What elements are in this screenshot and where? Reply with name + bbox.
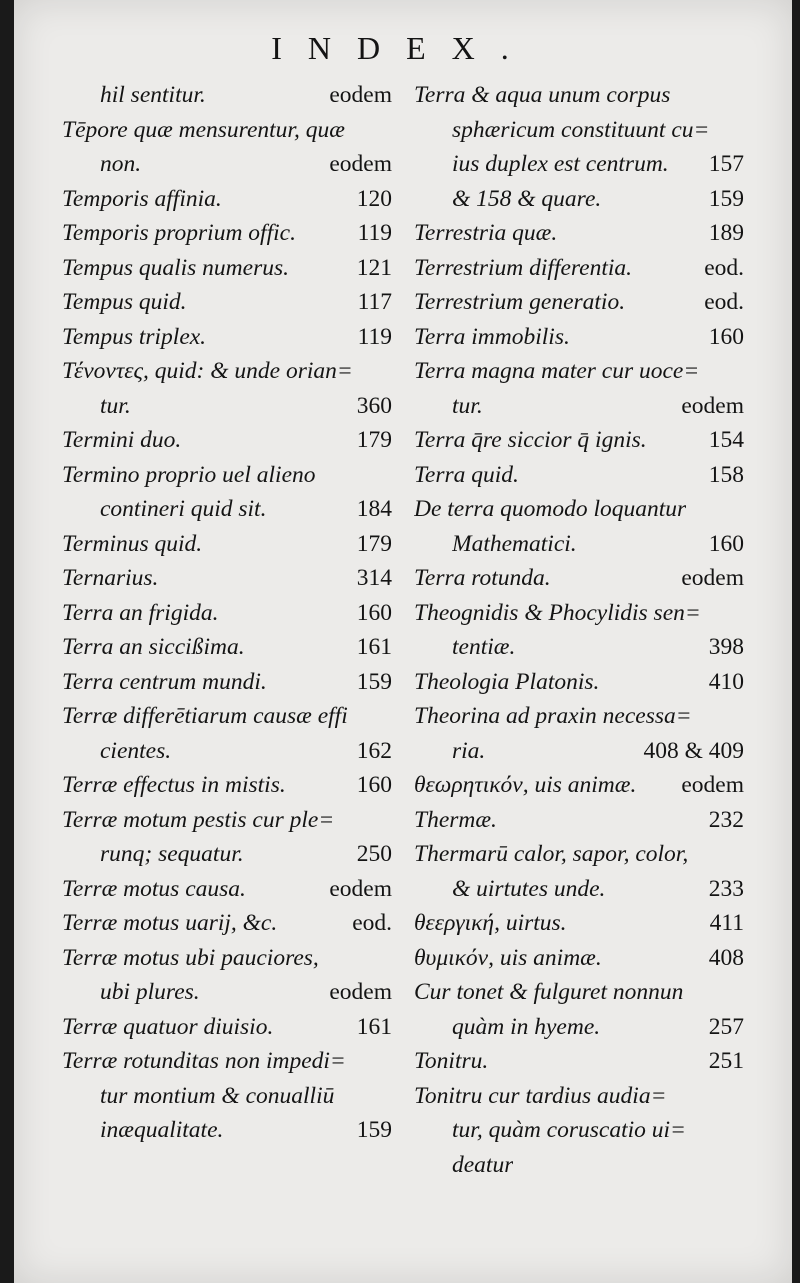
- index-entry-page: [382, 354, 392, 389]
- index-entry-page: [382, 803, 392, 838]
- index-entry: [414, 734, 744, 769]
- index-entry-text: Terra centrum mundi.: [62, 668, 267, 695]
- index-entry: [62, 768, 392, 803]
- index-entry-text: Thermæ.: [414, 806, 497, 833]
- index-entry-page: 159: [356, 668, 392, 695]
- index-entry-page: 257: [708, 1013, 744, 1040]
- index-entry-text: θεωρητικόν, uis animæ.: [414, 772, 637, 798]
- index-entry-page: [734, 1079, 744, 1114]
- index-entry-text: tentiæ.: [452, 634, 516, 660]
- index-entry-page: 408: [708, 944, 744, 971]
- index-entry: [414, 216, 744, 251]
- index-entry-text: Terræ motus ubi pauciores,: [62, 944, 319, 971]
- index-entry-page: [382, 941, 392, 976]
- index-entry: [414, 1079, 744, 1114]
- index-entry-text: Terrestrium differentia.: [414, 254, 633, 281]
- index-entry-page: 408 & 409: [643, 737, 744, 764]
- index-entry-text: Terræ effectus in mistis.: [62, 772, 286, 798]
- index-entry-page: eodem: [329, 151, 392, 177]
- index-entry: [414, 78, 744, 113]
- index-entry-page: 410: [708, 668, 744, 695]
- index-entry-text: Thermarū calor, sapor, color,: [414, 841, 689, 867]
- index-entry: [62, 320, 392, 355]
- index-entry-page: 161: [356, 1013, 392, 1040]
- index-entry-page: 184: [356, 496, 392, 522]
- index-entry-text: Cur tonet & fulguret nonnun: [414, 979, 684, 1005]
- index-entry-page: [382, 113, 392, 148]
- index-entry-page: 121: [356, 254, 392, 281]
- index-entry: [62, 837, 392, 872]
- index-entry: [62, 699, 392, 734]
- index-entry-text: tur.: [452, 392, 483, 419]
- index-entry-text: Terra an siccißima.: [62, 634, 245, 660]
- index-entry-text: Terra & aqua unum corpus: [414, 82, 671, 108]
- index-entry-page: [734, 1148, 744, 1183]
- index-entry-page: [382, 1079, 392, 1114]
- index-entry-page: 120: [356, 185, 392, 212]
- index-entry-page: 157: [708, 151, 744, 177]
- index-entry-text: Theologia Platonis.: [414, 668, 600, 695]
- index-entry-text: tur, quàm coruscatio ui=: [452, 1117, 686, 1143]
- index-entry-text: Tempus qualis numerus.: [62, 254, 289, 281]
- index-entry-page: eodem: [329, 979, 392, 1005]
- index-entry-text: Tempus triplex.: [62, 323, 207, 350]
- index-entry-page: [734, 113, 744, 148]
- index-entry-text: Terra q̄re siccior q̄ ignis.: [414, 427, 647, 453]
- index-entry: [62, 734, 392, 769]
- index-entry: [414, 113, 744, 148]
- index-entry: [414, 147, 744, 182]
- index-entry-page: 232: [708, 806, 744, 833]
- index-entry-text: Terræ rotunditas non impedi=: [62, 1048, 346, 1074]
- index-entry-text: Theognidis & Phocylidis sen=: [414, 599, 701, 626]
- index-entry-page: 233: [708, 875, 744, 902]
- index-entry-text: Terræ motus uarij, &c.: [62, 910, 278, 936]
- index-entry: [414, 527, 744, 562]
- index-entry: [62, 389, 392, 424]
- index-entry-text: Theorina ad praxin necessa=: [414, 703, 692, 729]
- index-entry: [414, 320, 744, 355]
- index-entry-page: 179: [356, 427, 392, 453]
- index-entry-page: [382, 1044, 392, 1079]
- index-entry: [414, 941, 744, 976]
- index-entry-text: Terrestria quæ.: [414, 220, 558, 246]
- index-entry: [62, 354, 392, 389]
- index-entry-page: [734, 975, 744, 1010]
- index-entry: [62, 906, 392, 941]
- index-entry: [414, 285, 744, 320]
- index-entry: [62, 803, 392, 838]
- index-entry-page: eod.: [352, 910, 392, 936]
- index-entry: [414, 837, 744, 872]
- index-entry-text: Temporis proprium offic.: [62, 220, 296, 246]
- book-page: [14, 0, 792, 1283]
- index-entry: [414, 354, 744, 389]
- index-entry-page: 398: [708, 634, 744, 660]
- index-entry-text: θυμικόν, uis animæ.: [414, 944, 602, 971]
- index-entry: [414, 251, 744, 286]
- index-entry-page: 160: [356, 599, 392, 626]
- index-entry-page: eodem: [329, 875, 392, 902]
- index-entry-page: 314: [356, 565, 392, 591]
- index-entry-page: 360: [356, 392, 392, 419]
- index-entry-page: 189: [708, 220, 744, 246]
- index-entry-text: contineri quid sit.: [100, 496, 267, 522]
- index-entry-text: Terminus quid.: [62, 530, 203, 557]
- index-entry: [62, 872, 392, 907]
- index-entry: [414, 389, 744, 424]
- index-entry-page: [734, 492, 744, 527]
- index-entry-text: & 158 & quare.: [452, 185, 602, 212]
- index-entry-text: Tempus quid.: [62, 289, 187, 315]
- index-entry: [62, 630, 392, 665]
- index-entry-text: tur montium & conualliū: [100, 1082, 335, 1109]
- index-entry: [414, 906, 744, 941]
- index-entry: [62, 182, 392, 217]
- index-entry-text: & uirtutes unde.: [452, 875, 606, 902]
- index-entry-text: quàm in hyeme.: [452, 1013, 601, 1040]
- index-entry: [62, 975, 392, 1010]
- index-entry-text: Terræ quatuor diuisio.: [62, 1013, 274, 1040]
- index-entry-text: θεεργική, uirtus.: [414, 910, 567, 936]
- index-entry: [414, 492, 744, 527]
- index-entry-page: 158: [708, 461, 744, 488]
- index-entry: [62, 527, 392, 562]
- index-entry: [414, 1148, 744, 1183]
- index-entry: [62, 423, 392, 458]
- index-entry-page: eodem: [329, 82, 392, 108]
- index-entry-page: 160: [708, 530, 744, 557]
- index-entry-page: eodem: [681, 772, 744, 798]
- index-entry: [414, 768, 744, 803]
- index-entry: [414, 803, 744, 838]
- index-entry-text: cientes.: [100, 737, 172, 764]
- index-entry: [414, 1113, 744, 1148]
- index-entry: [62, 1010, 392, 1045]
- index-entry-text: deatur: [452, 1151, 514, 1178]
- index-entry-text: ius duplex est centrum.: [452, 151, 669, 177]
- index-entry-text: sphæricum constituunt cu=: [452, 116, 710, 143]
- index-entry: [62, 78, 392, 113]
- index-entry: [62, 941, 392, 976]
- index-entry: [414, 1010, 744, 1045]
- index-entry-page: [382, 699, 392, 734]
- index-entry: [62, 1044, 392, 1079]
- index-entry-text: De terra quomodo loquantur: [414, 496, 687, 522]
- index-entry-page: eodem: [681, 392, 744, 419]
- index-entry-page: [734, 78, 744, 113]
- index-column-left: [62, 78, 392, 1148]
- index-entry-page: 117: [357, 289, 392, 315]
- index-entry-text: Termino proprio uel alieno: [62, 461, 316, 488]
- index-entry-text: Terræ differētiarum causæ effi: [62, 703, 348, 729]
- index-entry-page: 159: [356, 1117, 392, 1143]
- index-entry-text: inæqualitate.: [100, 1117, 224, 1143]
- index-entry: [414, 561, 744, 596]
- index-entry-page: 160: [708, 323, 744, 350]
- index-entry: [414, 458, 744, 493]
- index-column-right: [414, 78, 744, 1182]
- index-entry-page: [734, 1113, 744, 1148]
- index-entry-page: 411: [709, 910, 744, 936]
- index-entry-text: Terræ motum pestis cur ple=: [62, 806, 335, 833]
- index-entry-text: Τένοντες, quid: & unde orian=: [62, 358, 353, 384]
- index-entry-page: 119: [357, 323, 392, 350]
- index-entry-text: Temporis affinia.: [62, 185, 222, 212]
- index-entry: [62, 492, 392, 527]
- index-entry-page: eodem: [681, 565, 744, 591]
- index-entry-text: runq; sequatur.: [100, 841, 244, 867]
- index-entry-page: eod.: [704, 254, 744, 281]
- index-entry-page: [734, 699, 744, 734]
- index-entry: [62, 216, 392, 251]
- index-entry-text: Tonitru.: [414, 1048, 489, 1074]
- index-entry: [62, 561, 392, 596]
- index-entry-text: Terra quid.: [414, 461, 519, 488]
- index-entry: [414, 975, 744, 1010]
- index-entry: [414, 630, 744, 665]
- index-entry: [62, 596, 392, 631]
- index-entry-text: Tēpore quæ mensurentur, quæ: [62, 116, 345, 143]
- index-entry-text: ubi plures.: [100, 979, 200, 1005]
- index-entry: [414, 423, 744, 458]
- index-entry-page: 179: [356, 530, 392, 557]
- index-entry-page: 161: [356, 634, 392, 660]
- index-entry-text: Terra magna mater cur uoce=: [414, 358, 700, 384]
- index-entry: [414, 596, 744, 631]
- index-entry-text: Terra an frigida.: [62, 599, 219, 626]
- index-entry: [62, 458, 392, 493]
- index-entry-page: 251: [708, 1048, 744, 1074]
- index-entry-page: 162: [356, 737, 392, 764]
- index-entry-text: Termini duo.: [62, 427, 182, 453]
- index-entry-text: Terræ motus causa.: [62, 875, 246, 902]
- index-entry: [62, 285, 392, 320]
- index-entry-text: Mathematici.: [452, 530, 577, 557]
- index-entry: [414, 1044, 744, 1079]
- index-entry: [414, 665, 744, 700]
- index-entry-page: 154: [708, 427, 744, 453]
- index-entry-text: Terra rotunda.: [414, 565, 551, 591]
- index-entry-text: ria.: [452, 737, 486, 764]
- index-entry-text: hil sentitur.: [100, 82, 206, 108]
- index-entry-text: Terra immobilis.: [414, 323, 570, 350]
- index-entry-page: [382, 458, 392, 493]
- index-entry-page: 160: [356, 772, 392, 798]
- page-header: INDEX.: [271, 30, 535, 66]
- index-entry: [414, 872, 744, 907]
- index-entry-text: Tonitru cur tardius audia=: [414, 1082, 667, 1109]
- index-entry-page: 119: [357, 220, 392, 246]
- index-entry-text: Terrestrium generatio.: [414, 289, 626, 315]
- index-entry: [62, 251, 392, 286]
- index-entry: [62, 113, 392, 148]
- index-entry-page: [734, 596, 744, 631]
- index-entry-text: non.: [100, 151, 142, 177]
- index-entry: [62, 665, 392, 700]
- index-entry-text: tur.: [100, 392, 131, 419]
- index-entry-page: [734, 837, 744, 872]
- index-entry: [62, 1079, 392, 1114]
- index-entry: [414, 699, 744, 734]
- index-entry-page: 250: [356, 841, 392, 867]
- index-entry-page: eod.: [704, 289, 744, 315]
- index-entry-page: [734, 354, 744, 389]
- index-entry: [414, 182, 744, 217]
- index-entry-page: 159: [708, 185, 744, 212]
- index-entry: [62, 1113, 392, 1148]
- index-entry: [62, 147, 392, 182]
- index-entry-text: Ternarius.: [62, 565, 159, 591]
